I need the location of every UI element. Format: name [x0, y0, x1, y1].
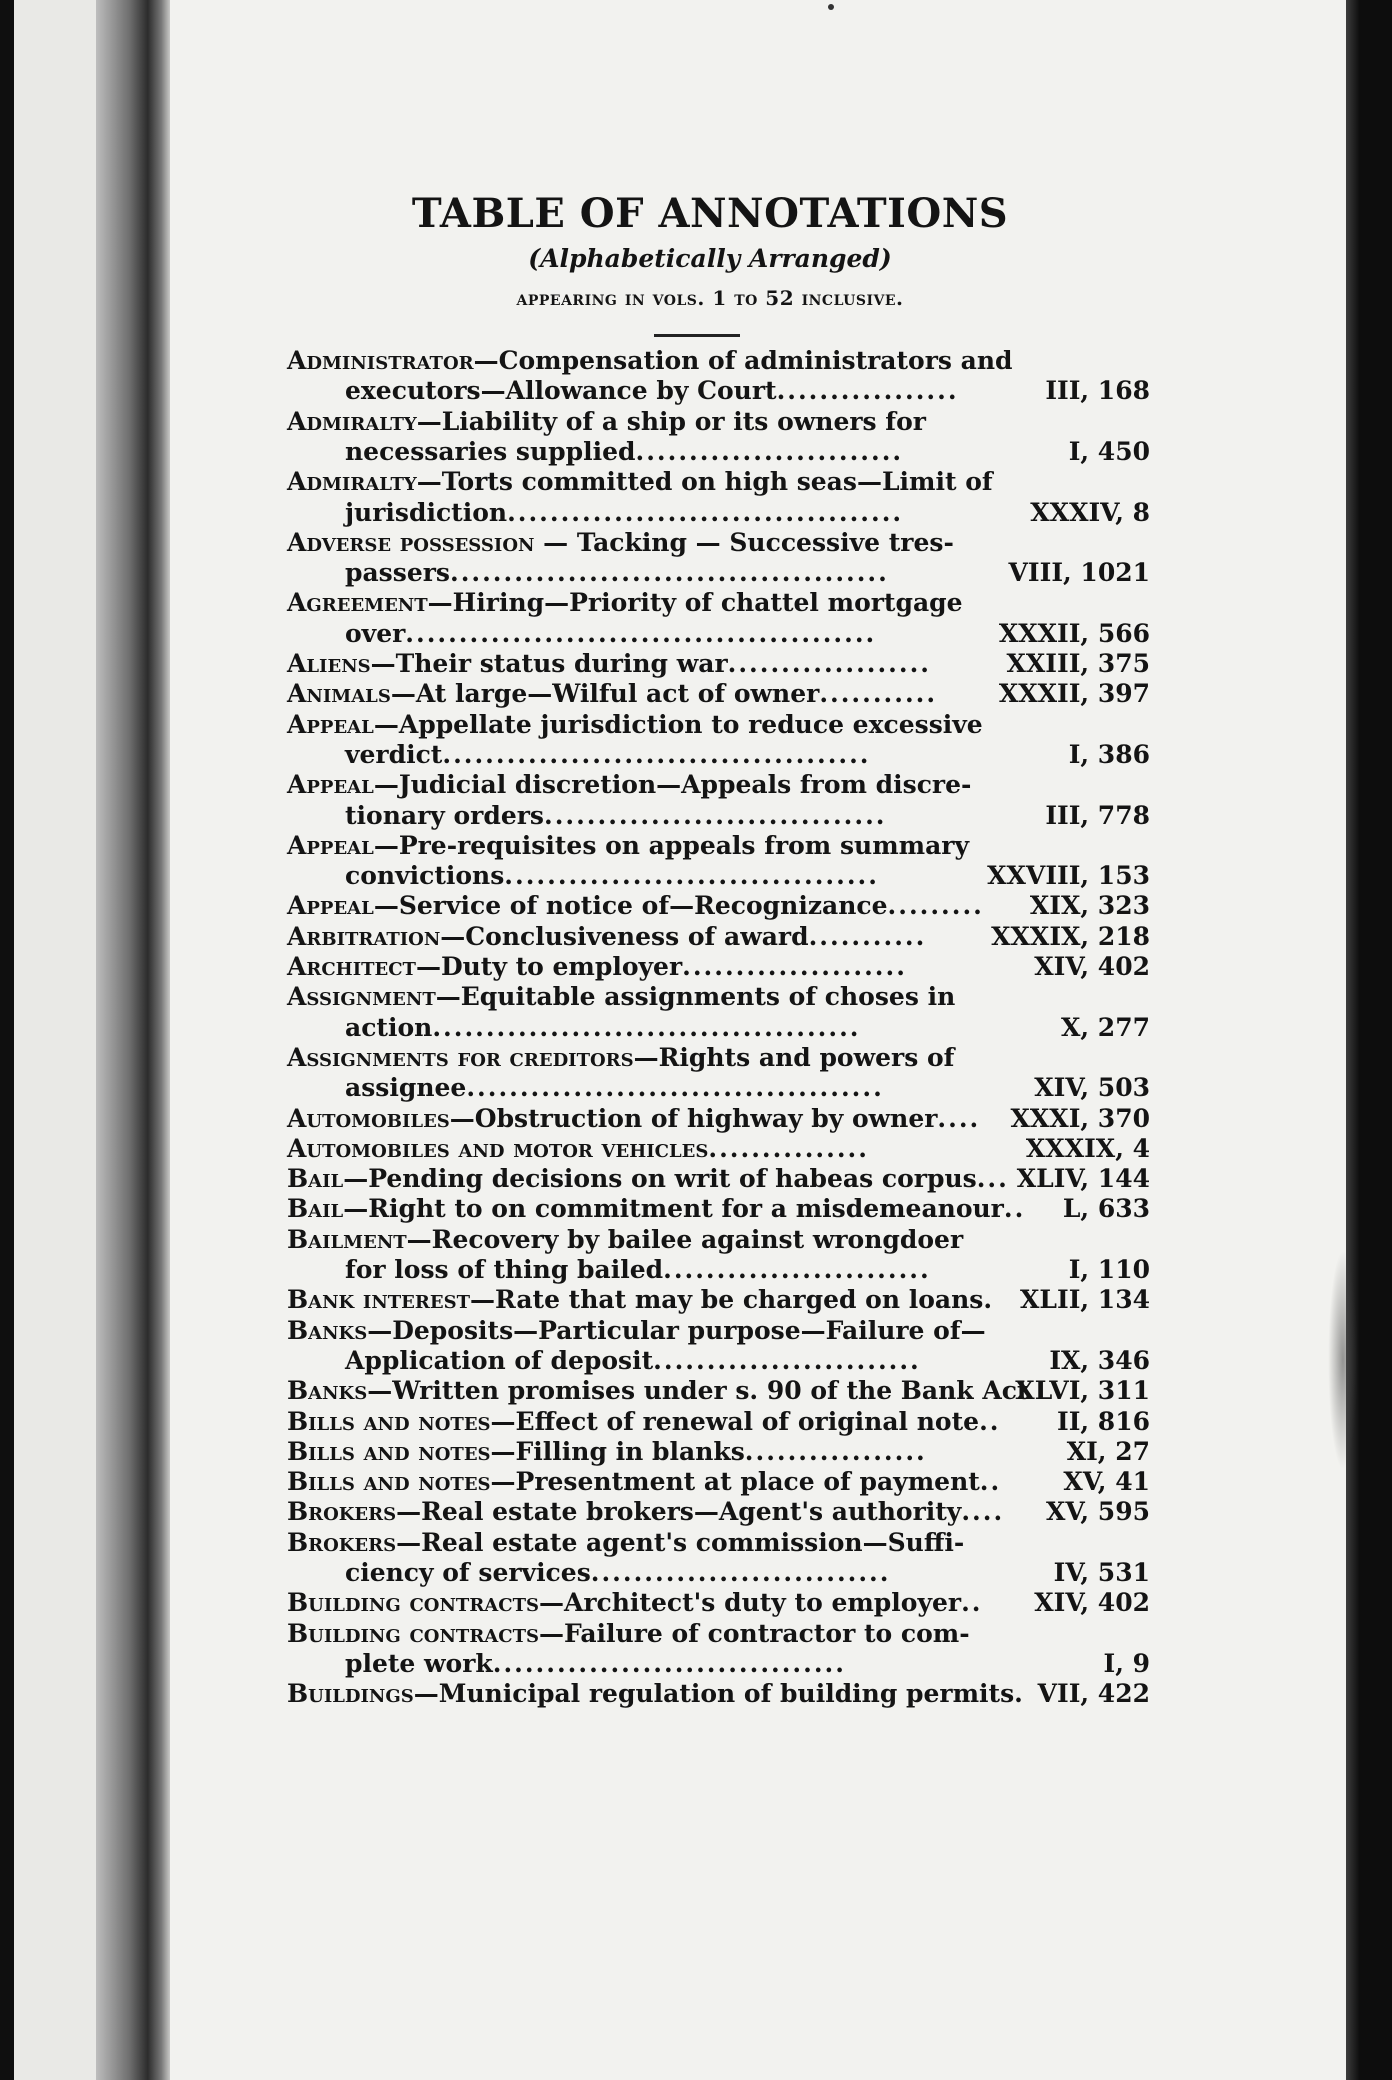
leader-dots: .. — [979, 1467, 1002, 1497]
entry-text: —Compensation of administrators and — [473, 346, 1013, 375]
leader-dots: ............................ — [590, 1558, 891, 1587]
left-scan-border — [0, 0, 14, 2080]
entry-heading: Adverse possession — [287, 527, 535, 557]
entry-line — [287, 830, 969, 861]
entry-heading: Assignment — [287, 982, 436, 1012]
volume-page-reference: VII, 422 — [1037, 1679, 1150, 1709]
entry-heading: Bills and notes — [287, 1436, 491, 1466]
volume-page-reference: II, 816 — [1057, 1406, 1150, 1436]
entry-heading: Agreement — [287, 588, 428, 618]
edge-smudge — [1328, 1250, 1358, 1470]
entry-text: assignee — [345, 1073, 467, 1103]
entry-text: —Presentment at place of payment — [490, 1467, 980, 1497]
entry-text: —Right to on commitment for a misdemeanour — [343, 1194, 1004, 1224]
entry-text: passers — [345, 558, 450, 588]
entry-heading: Appeal — [287, 770, 374, 800]
leader-dots: ................................... — [504, 861, 879, 891]
left-page-strip — [14, 0, 96, 2080]
volume-page-reference: I, 110 — [1068, 1255, 1150, 1284]
entry-text: —Deposits—Particular purpose—Failure of— — [367, 1315, 986, 1345]
entry-continuation — [345, 436, 903, 467]
entry-heading: Appeal — [287, 830, 374, 860]
volume-page-reference: XXXIX, 218 — [991, 921, 1150, 951]
entry-text: —Their status during war — [370, 649, 728, 678]
entry-heading: Admiralty — [287, 406, 417, 436]
entry-line — [287, 981, 955, 1012]
entry-text: executors—Allowance by Court — [345, 376, 777, 406]
entry-text: —Pending decisions on writ of habeas corpus — [343, 1164, 977, 1194]
volume-page-reference: XLVI, 311 — [1015, 1376, 1150, 1406]
entry-line — [287, 1133, 869, 1164]
entry-continuation — [345, 1072, 884, 1103]
entry-text: — Tacking — Successive tres- — [534, 527, 954, 557]
entry-line — [287, 1466, 1001, 1497]
entry-heading: Automobiles and motor vehicles — [287, 1133, 709, 1163]
entry-continuation — [345, 1254, 931, 1285]
title-rule — [654, 334, 740, 337]
entry-heading: Aliens — [287, 649, 371, 678]
leader-dots: ................. — [776, 376, 959, 406]
entry-text: for loss of thing bailed — [345, 1255, 664, 1284]
entry-heading: Automobiles — [287, 1103, 450, 1133]
volume-page-reference: XI, 27 — [1066, 1436, 1150, 1466]
entry-heading: Admiralty — [287, 467, 417, 497]
entry-heading: Assignments for creditors — [287, 1042, 634, 1072]
leader-dots: ......................................... — [449, 558, 889, 588]
volume-page-reference: XXXIX, 4 — [1025, 1133, 1150, 1163]
entry-line — [287, 1406, 1000, 1437]
entry-continuation — [345, 1648, 846, 1679]
volume-page-reference: XIX, 323 — [1029, 891, 1150, 921]
volume-page-reference: IX, 346 — [1049, 1345, 1150, 1375]
entry-line — [287, 1315, 986, 1346]
right-scan-border — [1346, 0, 1392, 2080]
entry-text: —Pre-requisites on appeals from summary — [373, 830, 970, 860]
page-title: TABLE OF ANNOTATIONS — [411, 190, 1009, 237]
entry-text: —Written promises under s. 90 of the Bank Act — [367, 1376, 1029, 1406]
entry-line — [287, 1042, 954, 1073]
entry-line — [287, 1678, 1023, 1709]
entry-line — [287, 1224, 963, 1255]
entry-text: —Appellate jurisdiction to reduce excessive — [373, 709, 983, 739]
entry-text: —Judicial discretion—Appeals from discre- — [373, 770, 972, 800]
volume-page-reference: III, 168 — [1045, 376, 1150, 406]
entry-line — [287, 587, 963, 618]
entry-continuation — [345, 1557, 890, 1588]
entry-line — [287, 406, 926, 437]
volume-page-reference: XV, 41 — [1063, 1467, 1150, 1497]
entry-line — [287, 678, 937, 709]
leader-dots: .... — [937, 1103, 981, 1133]
entry-text: —Conclusiveness of award — [440, 921, 809, 951]
entry-continuation — [345, 1012, 860, 1043]
leader-dots: ................................ — [543, 800, 887, 830]
entry-heading: Arbitration — [287, 921, 441, 951]
entry-heading: Bank interest — [287, 1285, 470, 1315]
entry-line — [287, 769, 971, 800]
entry-line — [287, 1618, 970, 1649]
entry-line — [287, 466, 993, 497]
entry-text: —Hiring—Priority of chattel mortgage — [427, 588, 963, 618]
leader-dots: ......................... — [653, 1345, 921, 1375]
volume-page-reference: XXVIII, 153 — [987, 861, 1150, 891]
entry-heading: Bail — [287, 1194, 344, 1224]
entry-heading: Building contracts — [287, 1618, 539, 1648]
entry-text: convictions — [345, 861, 505, 891]
entry-line — [287, 648, 931, 679]
entry-heading: Building contracts — [287, 1588, 539, 1618]
entry-heading: Banks — [287, 1376, 368, 1406]
entry-line — [287, 527, 954, 558]
entry-text: Application of deposit — [345, 1345, 654, 1375]
entry-line — [287, 345, 1013, 376]
volume-page-reference: L, 633 — [1062, 1194, 1150, 1224]
entry-text: plete work — [345, 1648, 493, 1678]
entry-continuation — [345, 739, 871, 770]
entry-heading: Bills and notes — [287, 1467, 491, 1497]
leader-dots: ......................... — [663, 1255, 931, 1284]
leader-dots: ....................................... — [466, 1073, 884, 1103]
entry-line — [287, 1193, 1025, 1224]
volume-page-reference: XXIII, 375 — [1006, 649, 1150, 678]
entry-text: jurisdiction — [345, 497, 508, 527]
entry-text: —Effect of renewal of original note — [490, 1406, 980, 1436]
volume-page-reference: XXXI, 370 — [1010, 1103, 1150, 1133]
leader-dots: ............... — [708, 1133, 869, 1163]
entry-continuation — [345, 800, 887, 831]
entry-text: —Architect's duty to employer — [538, 1588, 962, 1618]
entry-heading: Appeal — [287, 709, 374, 739]
entry-heading: Appeal — [287, 891, 374, 921]
volume-page-reference: VIII, 1021 — [1008, 558, 1150, 588]
leader-dots: .. — [979, 1406, 1001, 1436]
entry-text: necessaries supplied — [345, 436, 636, 466]
entry-line — [287, 1496, 1004, 1527]
volume-page-reference: XXXII, 397 — [998, 679, 1150, 709]
volume-page-reference: X, 277 — [1061, 1012, 1150, 1042]
leader-dots: ................................. — [492, 1648, 846, 1678]
volume-page-reference: XIV, 402 — [1034, 1588, 1150, 1618]
entry-line — [287, 1375, 1029, 1406]
entry-heading: Administrator — [287, 346, 474, 375]
entry-text: —Recovery by bailee against wrongdoer — [406, 1224, 964, 1254]
leader-dots: ... — [976, 1164, 1009, 1194]
volume-page-reference: I, 9 — [1103, 1648, 1150, 1678]
leader-dots: ......... — [887, 891, 984, 921]
volume-page-reference: XXXIV, 8 — [1030, 497, 1150, 527]
leader-dots: ........................................ — [432, 1012, 861, 1042]
leader-dots: ........... — [819, 679, 938, 709]
entry-text: —Rate that may be charged on loans. — [469, 1285, 993, 1315]
entry-line — [287, 709, 983, 740]
entry-line — [287, 890, 984, 921]
entry-heading: Banks — [287, 1315, 368, 1345]
book-gutter — [96, 0, 170, 2080]
entry-continuation — [345, 618, 876, 649]
entry-heading: Bills and notes — [287, 1406, 491, 1436]
entry-line — [287, 951, 907, 982]
volume-page-reference: XIV, 503 — [1034, 1073, 1150, 1103]
entry-heading: Buildings — [287, 1679, 414, 1709]
entry-text: ciency of services — [345, 1558, 591, 1587]
leader-dots: ..................... — [682, 952, 907, 981]
volume-page-reference: I, 450 — [1068, 436, 1150, 466]
entry-line — [287, 921, 926, 952]
volume-page-reference: XIV, 402 — [1034, 952, 1150, 981]
entry-line — [287, 1436, 927, 1467]
entry-text: —Real estate agent's commission—Suffi- — [396, 1527, 965, 1557]
volume-page-reference: III, 778 — [1045, 800, 1150, 830]
entry-continuation — [345, 497, 903, 528]
entry-text: —Torts committed on high seas—Limit of — [416, 467, 993, 497]
entry-line — [287, 1103, 980, 1134]
leader-dots: .. — [1003, 1194, 1026, 1224]
entry-line — [287, 1163, 1009, 1194]
entry-text: verdict — [345, 739, 443, 769]
leader-dots: ........................................ — [442, 739, 871, 769]
page-subtitle: (Alphabetically Arranged) — [528, 244, 892, 273]
entry-text: —Obstruction of highway by owner — [449, 1103, 938, 1133]
entry-heading: Architect — [287, 952, 416, 981]
entry-line — [287, 1284, 992, 1315]
entry-heading: Bailment — [287, 1224, 407, 1254]
entry-continuation — [345, 860, 879, 891]
entry-text: —Service of notice of—Recognizance — [373, 891, 888, 921]
entry-heading: Brokers — [287, 1527, 397, 1557]
entry-text: action — [345, 1012, 433, 1042]
entry-continuation — [345, 375, 959, 406]
ink-speck — [828, 4, 834, 10]
entry-text: —Municipal regulation of building permits. — [413, 1679, 1023, 1709]
leader-dots: ......................... — [635, 436, 904, 466]
entry-text: —Duty to employer — [415, 952, 683, 981]
entry-text: —Liability of a ship or its owners for — [416, 406, 926, 436]
leader-dots: ............................................ — [405, 618, 877, 648]
volume-page-reference: I, 386 — [1068, 739, 1150, 769]
entry-line — [287, 1587, 983, 1618]
leader-dots: ................... — [727, 649, 931, 678]
leader-dots: .. — [961, 1588, 983, 1618]
entry-text: over — [345, 618, 406, 648]
entry-heading: Brokers — [287, 1497, 397, 1527]
volume-page-reference: XLII, 134 — [1020, 1285, 1150, 1315]
entry-text: tionary orders — [345, 800, 544, 830]
entry-continuation — [345, 1345, 921, 1376]
volume-page-reference: IV, 531 — [1053, 1558, 1150, 1587]
entry-line — [287, 1527, 964, 1558]
volume-page-reference: XXXII, 566 — [998, 618, 1150, 648]
entry-text: —Filling in blanks — [490, 1436, 745, 1466]
entry-heading: Bail — [287, 1164, 344, 1194]
leader-dots: ................. — [744, 1436, 927, 1466]
volume-page-reference: XV, 595 — [1045, 1497, 1150, 1527]
leader-dots: ........... — [808, 921, 927, 951]
entry-text: —Equitable assignments of choses in — [435, 982, 956, 1012]
volume-page-reference: XLIV, 144 — [1016, 1164, 1150, 1194]
volume-range: appearing in vols. 1 to 52 inclusive. — [516, 286, 904, 310]
entry-heading: Animals — [287, 679, 391, 709]
leader-dots: ..................................... — [507, 497, 904, 527]
entry-text: —At large—Wilful act of owner — [390, 679, 820, 709]
entry-continuation — [345, 557, 889, 588]
entry-text: —Rights and powers of — [633, 1042, 955, 1072]
entry-text: —Real estate brokers—Agent's authority — [396, 1497, 962, 1527]
entry-text: —Failure of contractor to com- — [538, 1618, 970, 1648]
leader-dots: .... — [961, 1497, 1005, 1527]
